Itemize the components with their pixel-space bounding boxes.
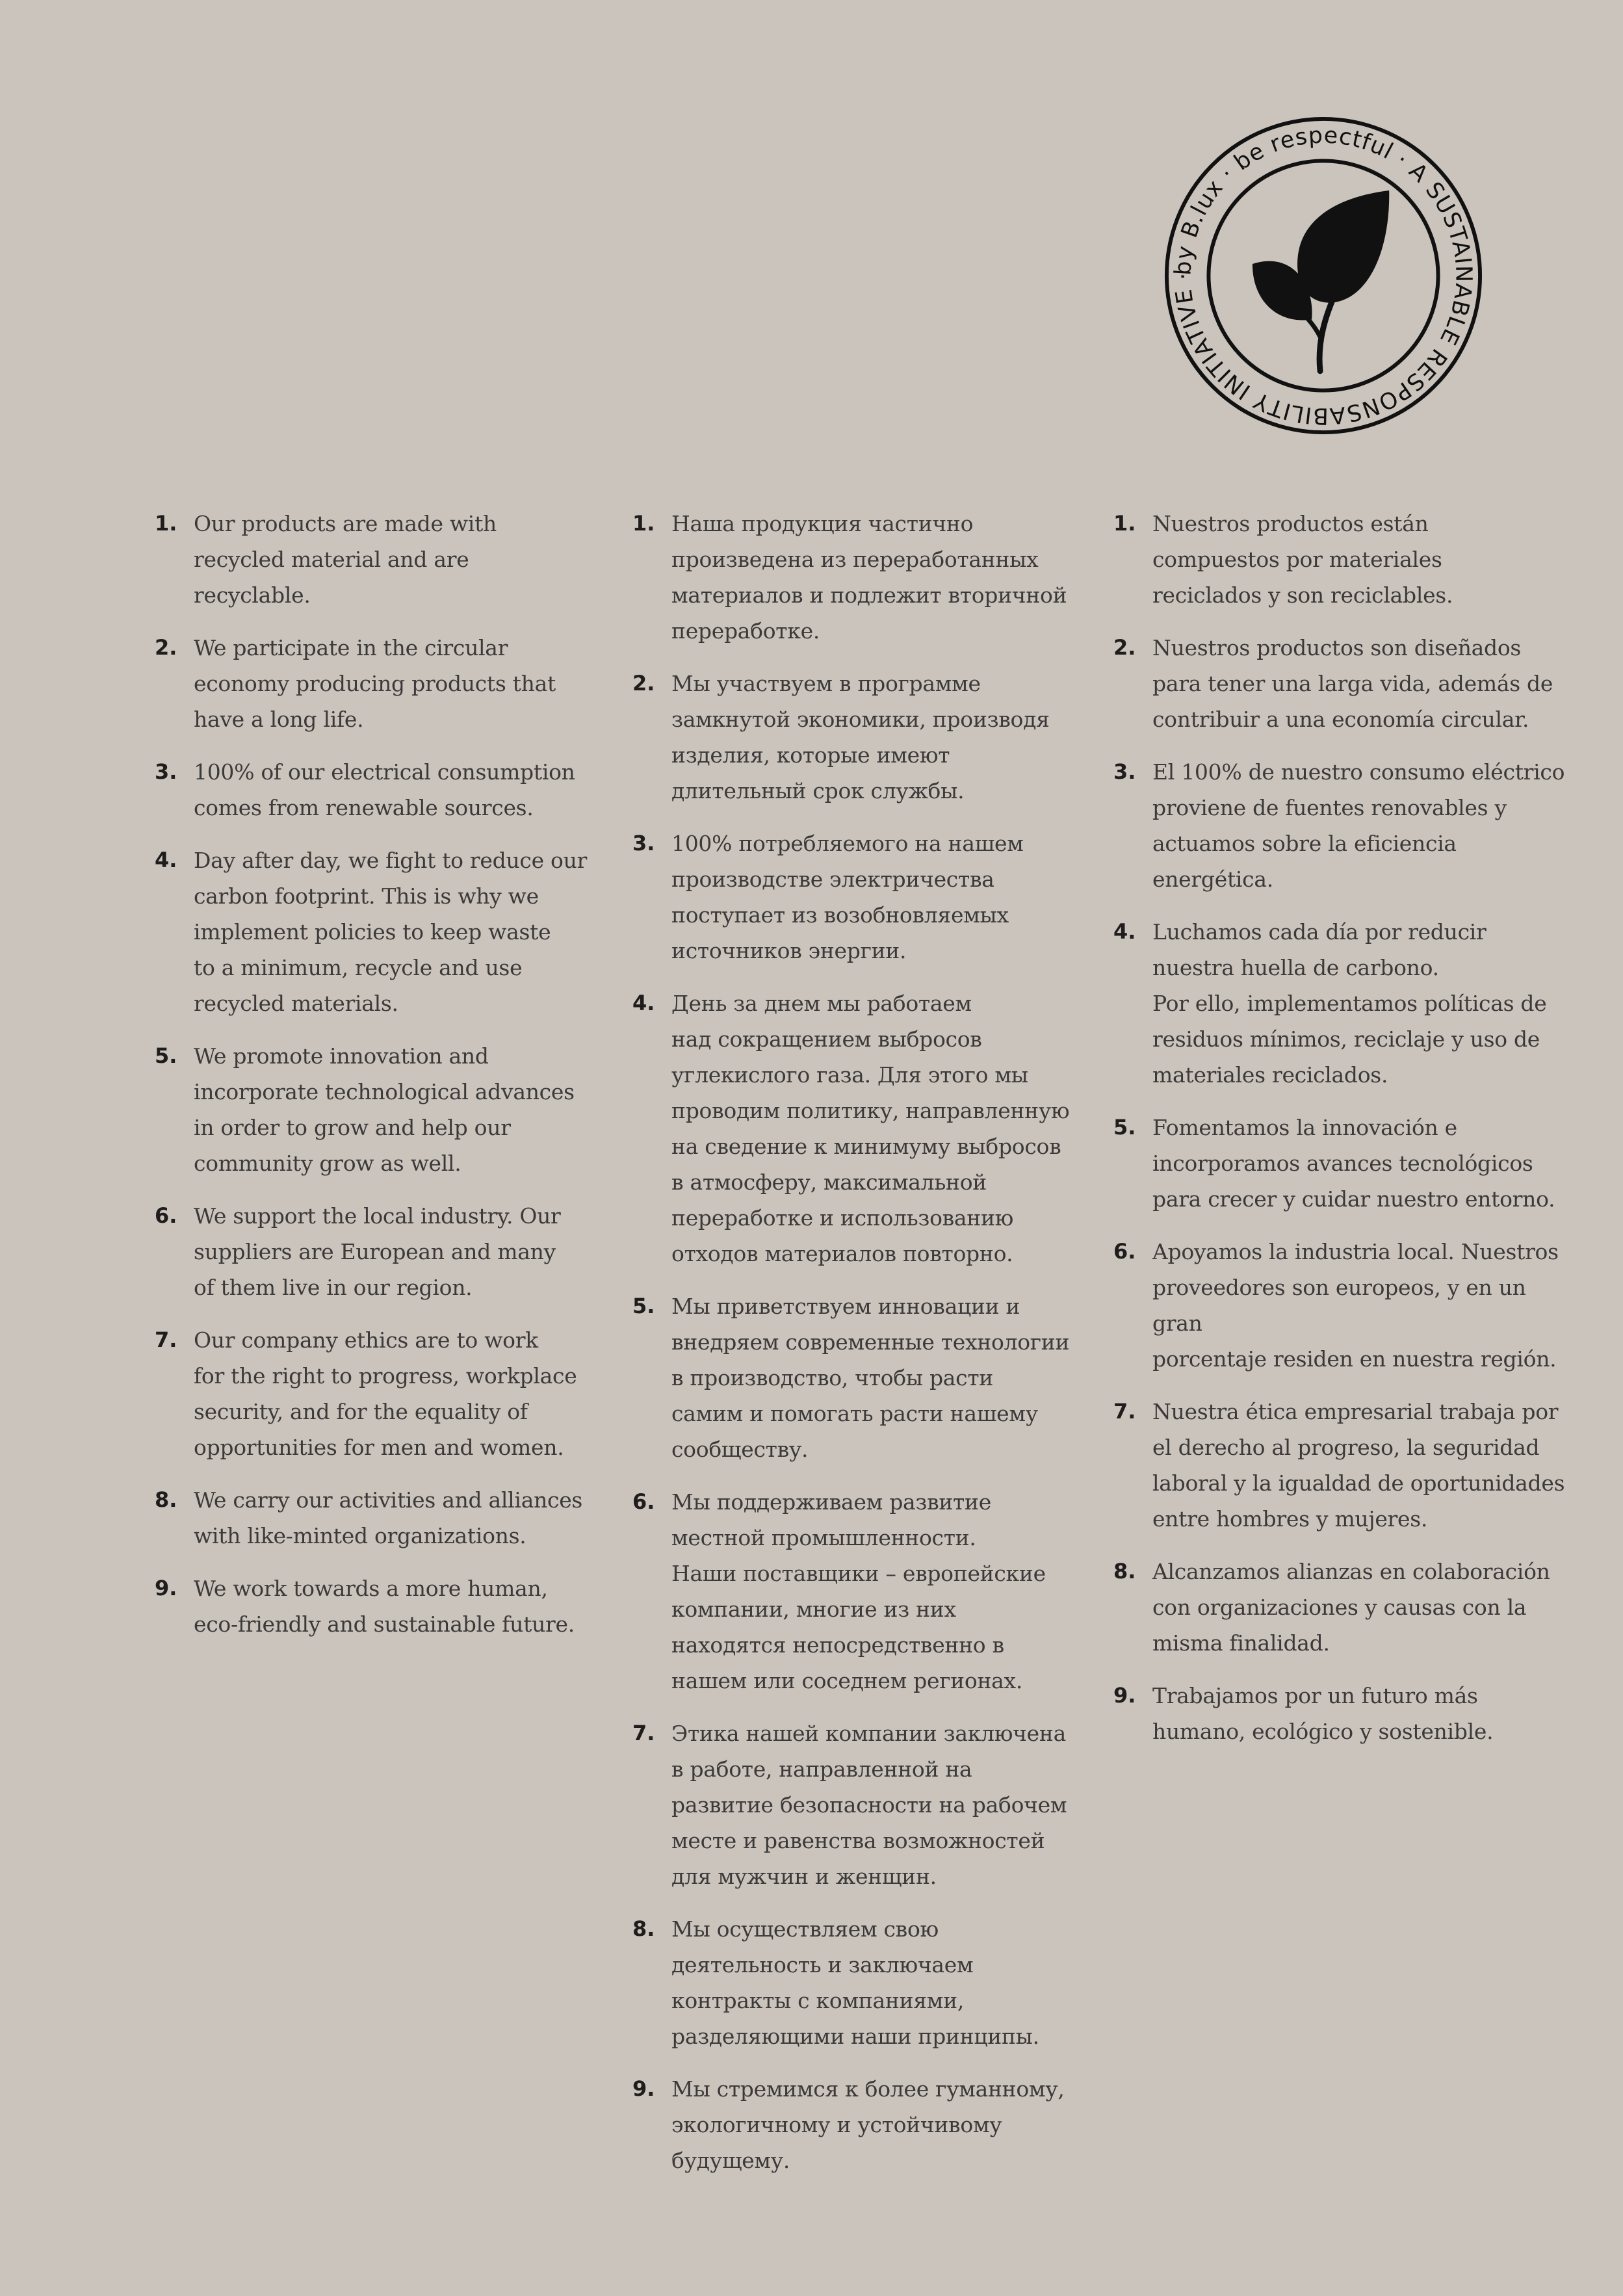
item-number: 4.: [632, 991, 655, 1015]
list-item: [1113, 630, 1568, 737]
item-text: We support the local industry. Our suppliers are European and many of them live in our region.: [194, 1203, 561, 1300]
sustainability-seal: [1162, 114, 1485, 437]
item-number: 1.: [1113, 511, 1136, 536]
seal-graphic: [1162, 114, 1485, 437]
item-text: Day after day, we fight to reduce our carbon footprint. This is why we implement policies to keep waste to a minimum, recycle and use recycled materials.: [194, 848, 588, 1016]
list-item: [632, 506, 1087, 649]
item-number: 3.: [1113, 759, 1136, 784]
list-item: [155, 754, 590, 826]
list-item: [632, 1911, 1087, 2054]
item-number: 6.: [1113, 1239, 1136, 1264]
list-item: [1113, 1110, 1568, 1217]
item-number: 8.: [632, 1916, 655, 1941]
item-text: Мы осуществляем свою деятельность и заключаем контракты с компаниями, разделяющими наши принципы.: [671, 1916, 1039, 2049]
item-number: 6.: [155, 1203, 177, 1228]
item-number: 9.: [632, 2076, 655, 2101]
english-column: [155, 506, 590, 1659]
list-item: [155, 506, 590, 613]
item-number: 7.: [1113, 1399, 1136, 1424]
item-number: 5.: [155, 1043, 177, 1068]
list-item: [1113, 1678, 1568, 1749]
item-number: 3.: [632, 831, 655, 855]
item-number: 4.: [1113, 919, 1136, 944]
list-item: [1113, 754, 1568, 897]
item-number: 5.: [1113, 1115, 1136, 1140]
item-text: We promote innovation and incorporate technological advances in order to grow and help our community grow as well.: [194, 1043, 575, 1176]
item-number: 8.: [1113, 1559, 1136, 1584]
item-text: Nuestros productos están compuestos por materiales reciclados y son reciclables.: [1152, 511, 1453, 608]
item-text: Nuestra ética empresarial trabaja por el derecho al progreso, la seguridad laboral y la igualdad de oportunidades entre hombres y mujeres.: [1152, 1399, 1565, 1532]
item-number: 4.: [155, 848, 177, 872]
list-item: [155, 1322, 590, 1465]
item-number: 1.: [155, 511, 177, 536]
item-number: 7.: [632, 1721, 655, 1745]
item-number: 2.: [1113, 635, 1136, 660]
item-number: 2.: [632, 671, 655, 696]
item-number: 2.: [155, 635, 177, 660]
item-number: 1.: [632, 511, 655, 536]
item-number: 6.: [632, 1489, 655, 1514]
item-text: We participate in the circular economy producing products that have a long life.: [194, 635, 556, 732]
item-text: Fomentamos la innovación e incorporamos avances tecnológicos para crecer y cuidar nuestro entorno.: [1152, 1115, 1555, 1212]
item-text: Этика нашей компании заключена в работе, направленной на развитие безопасности на рабочем месте и равенства возможностей для мужчин и женщин.: [671, 1721, 1067, 1889]
list-item: [155, 1198, 590, 1305]
list-item: [1113, 914, 1568, 1093]
item-number: 3.: [155, 759, 177, 784]
list-item: [155, 1038, 590, 1181]
leaf-sprout-icon: [1253, 190, 1389, 371]
russian-column: [632, 506, 1087, 2195]
item-number: 9.: [155, 1576, 177, 1600]
spanish-column: [1113, 506, 1568, 1766]
item-text: Our company ethics are to work for the right to progress, workplace security, and for the equality of opportunities for men and women.: [194, 1327, 577, 1460]
list-item: [1113, 1394, 1568, 1537]
list-item: [632, 1484, 1087, 1699]
list-item: [155, 630, 590, 737]
item-text: 100% of our electrical consumption comes from renewable sources.: [194, 759, 575, 820]
item-text: Apoyamos la industria local. Nuestros proveedores son europeos, y en un gran porcentaje residen en nuestra región.: [1152, 1239, 1559, 1372]
item-text: El 100% de nuestro consumo eléctrico proviene de fuentes renovables y actuamos sobre la eficiencia energética.: [1152, 759, 1565, 892]
list-item: [1113, 1234, 1568, 1377]
list-item: [632, 1288, 1087, 1467]
item-text: Мы участвуем в программе замкнутой экономики, производя изделия, которые имеют длительный срок службы.: [671, 671, 1050, 803]
item-text: We carry our activities and alliances with like-minted organizations.: [194, 1487, 583, 1548]
list-item: [632, 826, 1087, 969]
item-number: 5.: [632, 1294, 655, 1318]
item-text: Luchamos cada día por reducir nuestra huella de carbono. Por ello, implementamos políticas de residuos mínimos, reciclaje y uso de materiales reciclados.: [1152, 919, 1547, 1088]
item-text: 100% потребляемого на нашем производстве электричества поступает из возобновляемых источников энергии.: [671, 831, 1024, 963]
item-text: We work towards a more human, eco-friendly and sustainable future.: [194, 1576, 575, 1637]
list-item: [1113, 506, 1568, 613]
seal-ring-textpath: by B.lux · be respectful · A SUSTAINABLE RESPONSABILITY INITIATIVE ·: [1170, 122, 1477, 429]
list-item: [632, 1715, 1087, 1894]
list-item: [155, 1482, 590, 1554]
list-item: [632, 2071, 1087, 2178]
item-text: Мы стремимся к более гуманному, экологичному и устойчивому будущему.: [671, 2076, 1065, 2173]
item-text: Мы поддерживаем развитие местной промышленности. Наши поставщики – европейские компании, многие из них находятся непосредственно в нашем или соседнем регионах.: [671, 1489, 1046, 1693]
item-text: День за днем мы работаем над сокращением выбросов углекислого газа. Для этого мы проводим политику, направленную на сведение к минимуму выбросов в атмосферу, максимальной переработке и использованию отходов материалов повторно.: [671, 991, 1070, 1266]
list-item: [1113, 1554, 1568, 1661]
item-text: Nuestros productos son diseñados para tener una larga vida, además de contribuir a una economía circular.: [1152, 635, 1553, 732]
item-number: 8.: [155, 1487, 177, 1512]
item-number: 7.: [155, 1327, 177, 1352]
list-item: [632, 666, 1087, 809]
list-item: [155, 1571, 590, 1642]
item-text: Our products are made with recycled material and are recyclable.: [194, 511, 497, 608]
item-text: Alcanzamos alianzas en colaboración con organizaciones y causas con la misma finalidad.: [1152, 1559, 1550, 1656]
list-item: [155, 842, 590, 1021]
item-text: Мы приветствуем инновации и внедряем современные технологии в производство, чтобы расти самим и помогать расти нашему сообществу.: [671, 1294, 1070, 1462]
list-item: [632, 985, 1087, 1272]
item-text: Trabajamos por un futuro más humano, ecológico y sostenible.: [1152, 1683, 1494, 1744]
item-number: 9.: [1113, 1683, 1136, 1708]
item-text: Наша продукция частично произведена из переработанных материалов и подлежит вторичной переработке.: [671, 511, 1067, 644]
